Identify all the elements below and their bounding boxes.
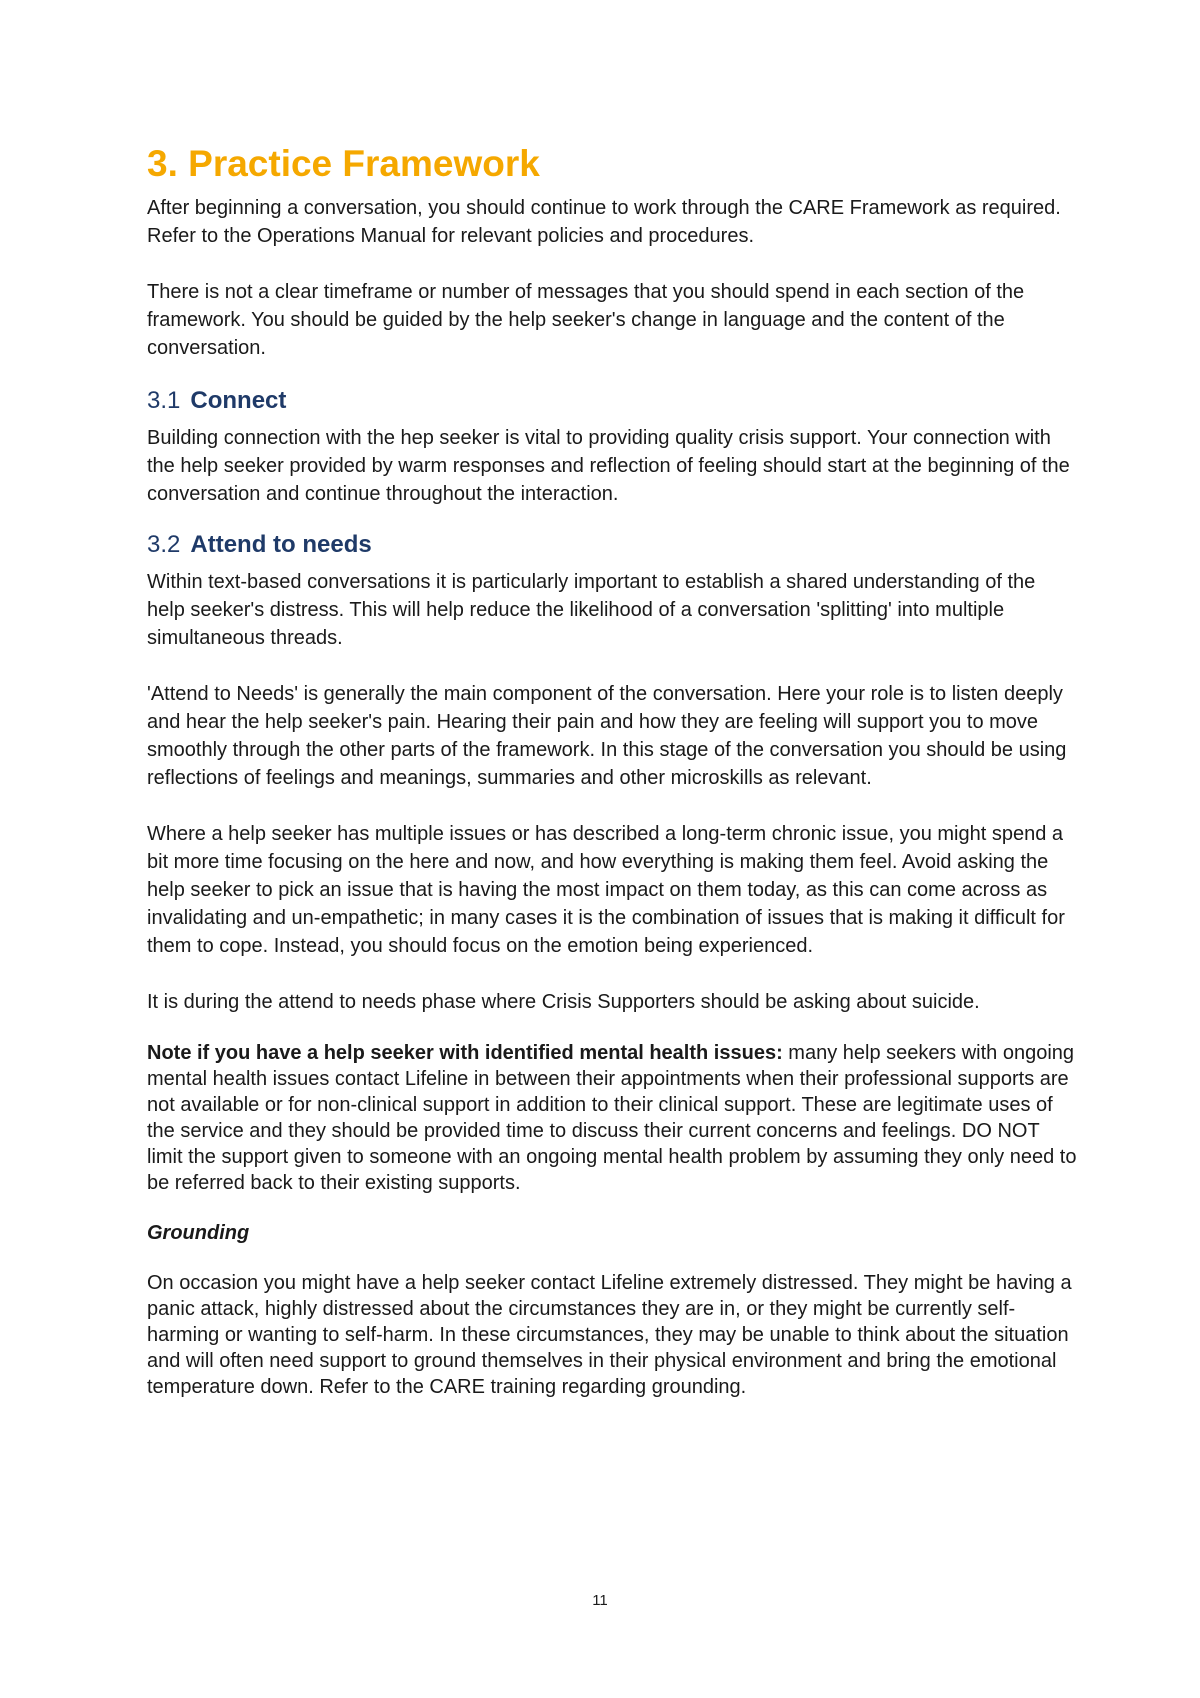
section-number: 3.2 <box>147 531 181 558</box>
intro-paragraph-2: There is not a clear timeframe or number of messages that you should spend in each section of the framework. You should be guided by the help seeker's change in language and the content of the conversation. <box>147 281 1025 359</box>
document-page <box>147 140 1077 1400</box>
section-heading-connect <box>147 386 1077 416</box>
grounding-heading: Grounding <box>147 1222 250 1244</box>
intro-paragraph-1: After beginning a conversation, you should continue to work through the CARE Framework as required. Refer to the Operations Manual for relevant policies and procedures. <box>147 197 1061 247</box>
grounding-paragraph: On occasion you might have a help seeker contact Lifeline extremely distressed. They might be having a panic attack, highly distressed about the circumstances they are in, or they might be currently self-harming or wanting to self-harm. In these circumstances, they may be unable to think about the situation and will often need support to ground themselves in their physical environment and bring the emotional temperature down. Refer to the CARE training regarding grounding. <box>147 1272 1072 1398</box>
attend-paragraph-1: Within text-based conversations it is particularly important to establish a shared understanding of the help seeker's distress. This will help reduce the likelihood of a conversation 'splitting' into multiple simultaneous threads. <box>147 571 1036 649</box>
attend-paragraph-2: 'Attend to Needs' is generally the main component of the conversation. Here your role is to listen deeply and hear the help seeker's pain. Hearing their pain and how they are feeling will support you to move smoothly through the other parts of the framework. In this stage of the conversation you should be using reflections of feelings and meanings, summaries and other microskills as relevant. <box>147 683 1067 789</box>
note-text: many help seekers with ongoing mental health issues contact Lifeline in between their appointments when their professional supports are not available or for non-clinical support in addition to their clinical support. These are legitimate uses of the service and they should be provided time to discuss their current concerns and feelings. DO NOT limit the support given to someone with an ongoing mental health problem by assuming they only need to be referred back to their existing supports. <box>147 1042 1077 1194</box>
note-label: Note if you have a help seeker with identified mental health issues: <box>147 1042 783 1064</box>
page-number: 11 <box>592 1592 608 1609</box>
section-heading-attend <box>147 530 1077 560</box>
page-title: 3. Practice Framework <box>147 143 540 184</box>
attend-paragraph-4: It is during the attend to needs phase where Crisis Supporters should be asking about suicide. <box>147 991 980 1013</box>
mental-health-note <box>147 1040 1077 1196</box>
connect-paragraph: Building connection with the hep seeker is vital to providing quality crisis support. Your connection with the help seeker provided by warm responses and reflection of feeling should start at the beginning of the conversation and continue throughout the interaction. <box>147 427 1070 505</box>
attend-paragraph-3: Where a help seeker has multiple issues or has described a long-term chronic issue, you might spend a bit more time focusing on the here and now, and how everything is making them feel. Avoid asking the help seeker to pick an issue that is having the most impact on them today, as this can come across as invalidating and un-empathetic; in many cases it is the combination of issues that is making it difficult for them to cope. Instead, you should focus on the emotion being experienced. <box>147 823 1065 957</box>
section-number: 3.1 <box>147 387 181 414</box>
section-title: Attend to needs <box>190 531 372 558</box>
section-title: Connect <box>190 387 287 414</box>
